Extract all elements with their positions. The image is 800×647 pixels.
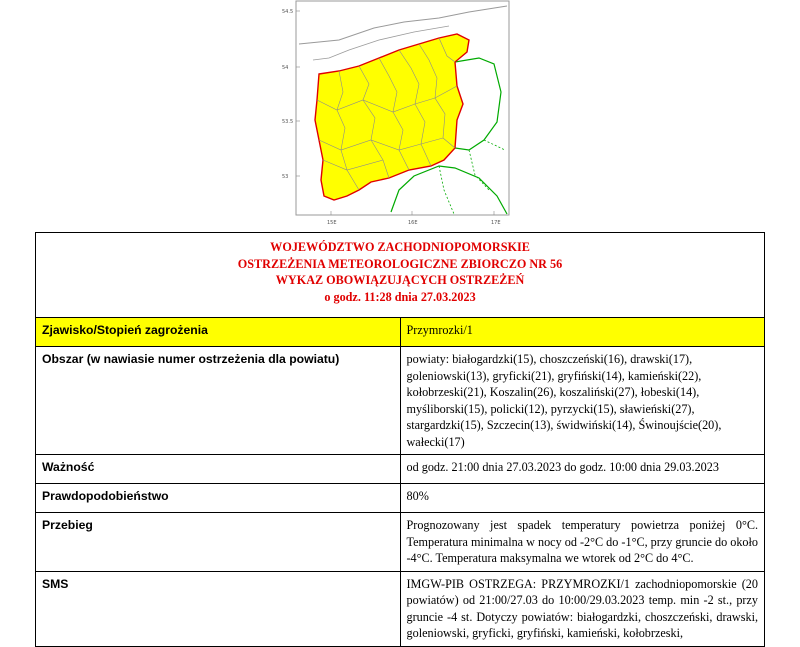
lat-label: 53 — [282, 174, 289, 180]
value-obszar: powiaty: białogardzki(15), choszczeński(16), drawski(17), goleniowski(13), gryficki(21), gryfiński(14), kamieński(22), kołobrzeski(21), Koszalin(26), koszaliński(27), łobeski(14), myśliborski(15), policki(12), pyrzycki(15), sławieński(27), stargardzki(15), Szczecin(13), świdwiński(14), Świnoujście(20), wałecki(17) — [400, 347, 765, 455]
lon-label: 15E — [327, 220, 337, 226]
label-waznosc: Ważność — [36, 455, 401, 484]
header-subtitle: WYKAZ OBOWIĄZUJĄCYCH OSTRZEŻEŃ — [275, 273, 525, 287]
lon-label: 16E — [408, 220, 418, 226]
warning-table — [35, 232, 765, 647]
value-sms: IMGW-PIB OSTRZEGA: PRZYMROZKI/1 zachodniopomorskie (20 powiatów) od 21:00/27.03 do 10:00/29.03.2023 temp. min -2 st., przy gruncie -4 st. Dotyczy powiatów: białogardzki, choszczeński, drawski, goleniowski, gryficki, gryfiński, kamieński, kołobrzeski, — [400, 571, 765, 646]
label-obszar: Obszar (w nawiasie numer ostrzeżenia dla powiatu) — [36, 347, 401, 455]
row-sms — [36, 571, 765, 646]
lat-label: 54.5 — [282, 9, 294, 15]
header-title: OSTRZEŻENIA METEOROLOGICZNE ZBIORCZO NR 56 — [237, 256, 563, 271]
label-zjawisko: Zjawisko/Stopień zagrożenia — [36, 318, 401, 347]
row-prawdopodobienstwo — [36, 484, 765, 513]
header-region: WOJEWÓDZTWO ZACHODNIOPOMORSKIE — [270, 240, 530, 254]
row-przebieg — [36, 513, 765, 572]
value-zjawisko: Przymrozki/1 — [400, 318, 765, 347]
label-prawdopodobienstwo: Prawdopodobieństwo — [36, 484, 401, 513]
lat-label: 54 — [282, 65, 289, 71]
header-timestamp: o godz. 11:28 dnia 27.03.2023 — [324, 289, 476, 304]
row-obszar — [36, 347, 765, 455]
lon-label: 17E — [491, 220, 501, 226]
label-przebieg: Przebieg — [36, 513, 401, 572]
value-waznosc: od godz. 21:00 dnia 27.03.2023 do godz. 10:00 dnia 29.03.2023 — [400, 455, 765, 484]
warning-header — [36, 233, 765, 318]
label-sms: SMS — [36, 571, 401, 646]
lat-label: 53.5 — [282, 119, 294, 125]
value-przebieg: Prognozowany jest spadek temperatury powietrza poniżej 0°C. Temperatura minimalna w nocy od -2°C do -1°C, przy gruncie do około -4°C. Temperatura maksymalna we wtorek od 2°C do 4°C. — [400, 513, 765, 572]
row-waznosc — [36, 455, 765, 484]
warning-map — [279, 0, 519, 232]
value-prawdopodobienstwo: 80% — [400, 484, 765, 513]
row-zjawisko — [36, 318, 765, 347]
